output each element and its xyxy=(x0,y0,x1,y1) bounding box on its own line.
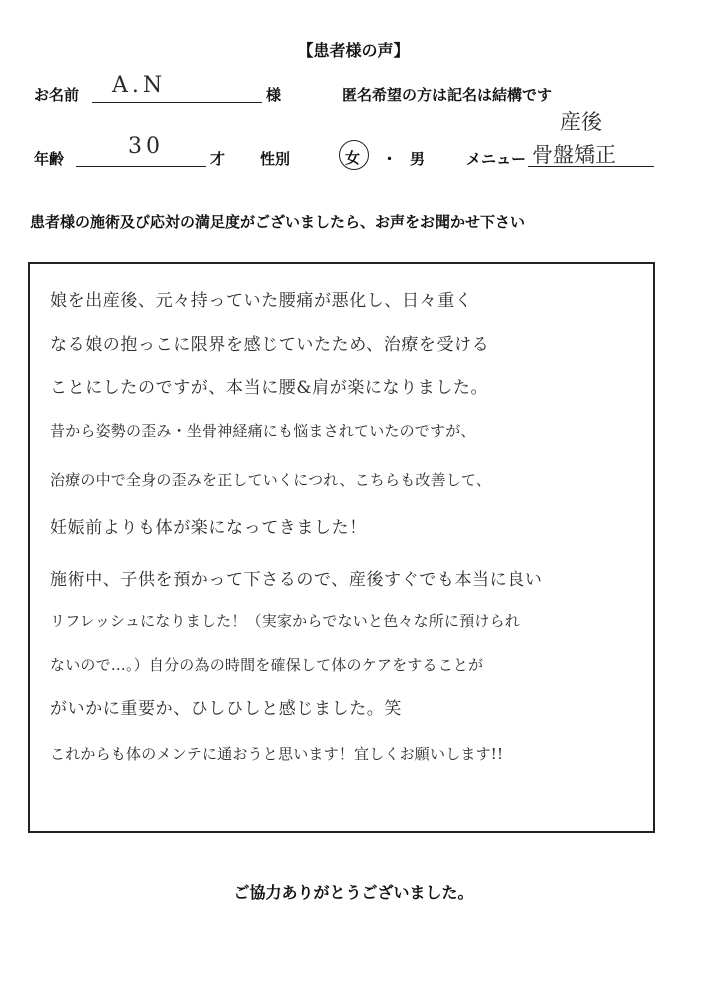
comment-line: ことにしたのですが、本当に腰&肩が楽になりました。 xyxy=(50,378,489,398)
menu-value-line2: 骨盤矯正 xyxy=(532,143,616,167)
comment-line: リフレッシュになりました！（実家からでないと色々な所に預けられ xyxy=(50,612,521,630)
comment-line: がいかに重要か、ひしひしと感じました。笑 xyxy=(50,699,402,719)
comment-line: 治療の中で全身の歪みを正していくにつれ、こちらも改善して、 xyxy=(50,471,492,489)
anonymous-note: 匿名希望の方は記名は結構です xyxy=(342,86,553,104)
gender-female: 女 xyxy=(345,149,361,167)
comment-line: 娘を出産後、元々持っていた腰痛が悪化し、日々重く xyxy=(50,291,473,311)
comment-line: なる娘の抱っこに限界を感じていたため、治療を受ける xyxy=(50,335,490,355)
gender-separator: ・ xyxy=(382,150,398,168)
age-label: 年齢 xyxy=(34,150,65,168)
comment-line: 施術中、子供を預かって下さるので、産後すぐでも本当に良い xyxy=(50,570,543,590)
comment-line: ないので…。）自分の為の時間を確保して体のケアをすることが xyxy=(50,656,484,674)
age-unit: 才 xyxy=(210,150,226,168)
age-value: 30 xyxy=(128,134,164,159)
sama-label: 様 xyxy=(266,86,282,104)
name-underline xyxy=(92,102,262,103)
comment-line: 妊娠前よりも体が楽になってきました！ xyxy=(50,518,367,538)
comment-line: 昔から姿勢の歪み・坐骨神経痛にも悩まされていたのですが、 xyxy=(50,422,476,440)
age-underline xyxy=(76,166,206,167)
menu-underline xyxy=(528,166,654,167)
menu-value-line1: 産後 xyxy=(560,110,602,134)
name-value: A.N xyxy=(112,73,167,98)
thanks-message: ご協力ありがとうございました。 xyxy=(233,883,474,902)
gender-male: 男 xyxy=(410,150,426,168)
form-title: 【患者様の声】 xyxy=(297,41,410,60)
gender-label: 性別 xyxy=(260,150,291,168)
comment-box xyxy=(28,262,655,833)
menu-label: メニュー xyxy=(466,150,527,168)
comment-line: これからも体のメンテに通おうと思います！宜しくお願いします!! xyxy=(50,745,504,763)
name-label: お名前 xyxy=(34,86,80,104)
feedback-request-text: 患者様の施術及び応対の満足度がございましたら、お声をお聞かせ下さい xyxy=(30,213,526,231)
